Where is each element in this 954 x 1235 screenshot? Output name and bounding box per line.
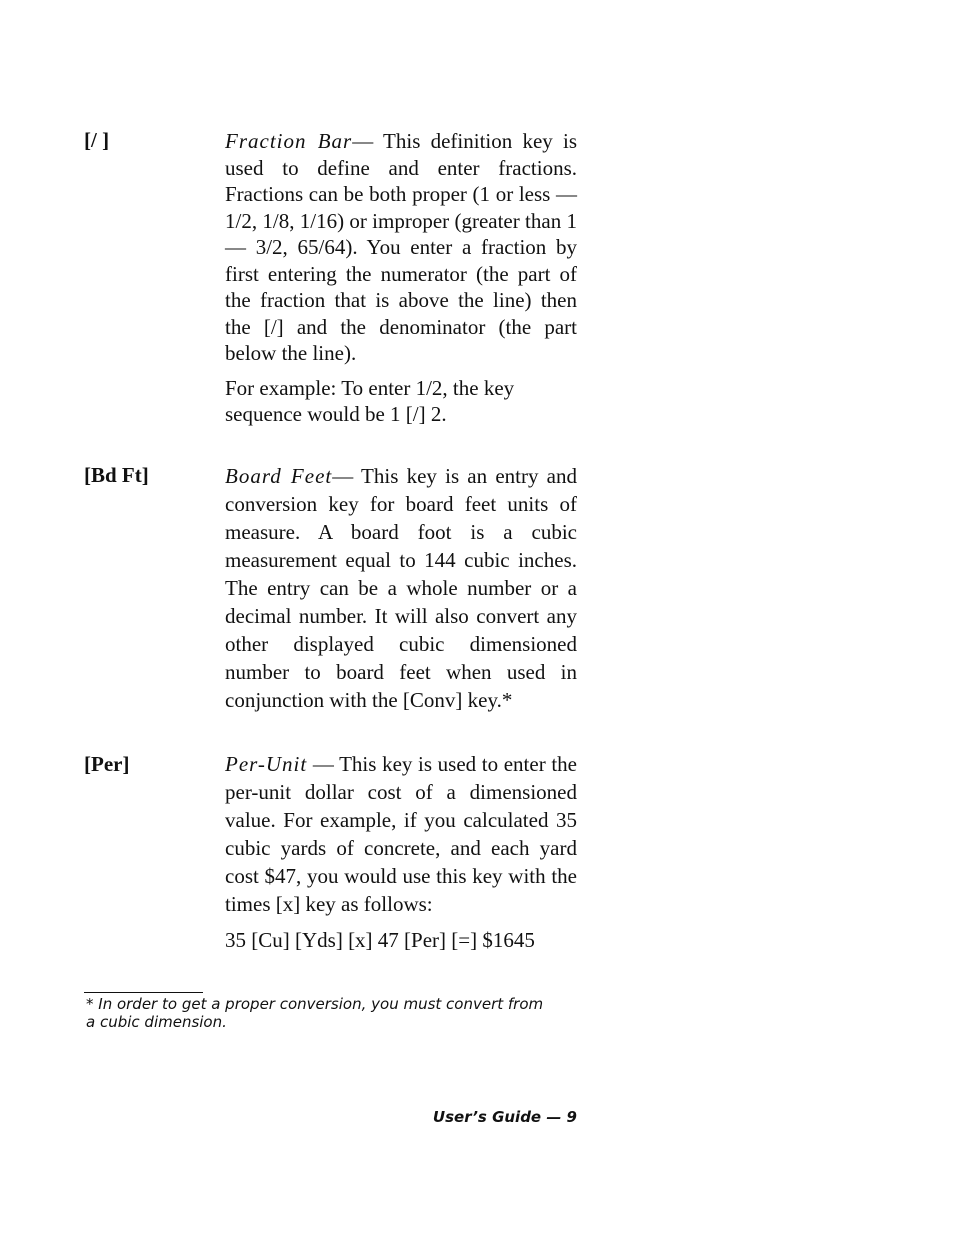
key-label-per-unit: [Per] [84, 752, 130, 776]
entry-fraction-bar [225, 128, 577, 428]
key-label-fraction-bar: [/ ] [84, 128, 110, 152]
footnote-divider [84, 992, 203, 993]
entry-per-unit [225, 750, 577, 954]
entry-term: Fraction Bar [225, 129, 353, 153]
description-text: — This definition key is used to define and enter fractions. Fractions can be both proper (1 or less — 1/2, 1/8, 1/16) or improper (greater than 1 — 3/2, 65/64). You enter a fraction by first entering the numerator (the part of the fraction that is above the line) then the [/] and the denominator (the part below the line). [225, 129, 577, 365]
entry-description [225, 750, 577, 918]
entry-description [225, 462, 577, 714]
key-label-board-feet: [Bd Ft] [84, 463, 149, 487]
description-text: — This key is an entry and conversion key for board feet units of measure. A board foot is a cubic measurement equal to 144 cubic inches. The entry can be a whole number or a decimal number. It will also convert any other displayed cubic dimensioned number to board feet when used in conjunction with the [Conv] key.* [225, 464, 577, 712]
entry-description [225, 128, 577, 367]
entry-example: For example: To enter 1/2, the key sequence would be 1 [/] 2. [225, 375, 515, 426]
page-footer: User’s Guide — 9 [432, 1108, 577, 1126]
entry-term: Board Feet [225, 464, 333, 488]
footnote: * In order to get a proper conversion, you must convert from a cubic dimension. [86, 995, 544, 1031]
entry-board-feet [225, 462, 577, 714]
entry-term: Per-Unit [225, 752, 308, 776]
entry-example: 35 [Cu] [Yds] [x] 47 [Per] [=] $1645 [225, 928, 535, 952]
description-text: — This key is used to enter the per-unit dollar cost of a dimensioned value. For example, if you calculated 35 cubic yards of concrete, and each yard cost $47, you would use this key with the times [x] key as follows: [225, 752, 577, 916]
